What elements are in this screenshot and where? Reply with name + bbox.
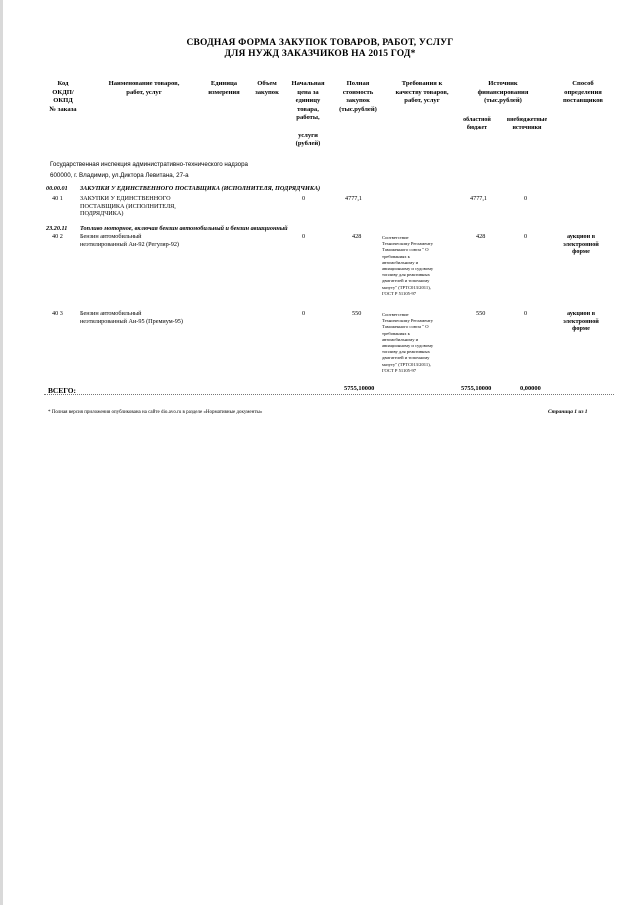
row-40-3-cost: 550 <box>352 310 362 317</box>
col-header-requirements: Требования к качеству товаров, работ, услуг <box>395 80 449 105</box>
col-header-method: Способ определения поставщиков <box>563 80 603 105</box>
row-40-1-price: 0 <box>302 195 306 202</box>
row-40-2-method: аукцион в электронной форме <box>563 233 599 256</box>
row-40-3-requirements: Соответствие Техническому Регламенту Таможенного союза " О требованиях к автомобильному и авиационному и судовому топливу для реактивных двигателей и топочному мазуту" (ТРТС013/2011), ГОСТ Р 51105-97 <box>382 312 434 373</box>
row-40-2-regional: 428 <box>476 233 486 240</box>
row-40-1-name: ЗАКУПКИ У ЕДИНСТВЕННОГО ПОСТАВЩИКА (ИСПОЛНИТЕЛЯ, ПОДРЯДЧИКА) <box>80 195 176 218</box>
row-40-2-extra: 0 <box>524 233 528 240</box>
row-40-1-regional: 4777,1 <box>470 195 488 202</box>
col-header-volume: Объем закупок <box>255 80 279 96</box>
row-40-2-requirements: Соответствие Техническому Регламенту Таможенного союза " О требованиях к автомобильному и авиационному и судовому топливу для реактивных двигателей и топочному мазуту" (ТРТС013/2011), ГОСТ Р 51105-97 <box>382 235 434 296</box>
row-40-1-extra: 0 <box>524 195 528 202</box>
scan-edge <box>0 0 3 905</box>
row-40-3-name: Бензин автомобильный неэтилированный Аи-95 (Премиум-95) <box>80 310 183 325</box>
row-40-2-cost: 428 <box>352 233 362 240</box>
total-extra: 0,00000 <box>520 385 541 392</box>
section1-code: 00.00.01 <box>46 185 68 192</box>
page-title-line2: ДЛЯ НУЖД ЗАКАЗЧИКОВ НА 2015 ГОД* <box>224 49 416 59</box>
footnote: * Полная версия приложения опубликована на сайте dio.avo.ru в разделе «Нормативные документы» <box>48 410 263 415</box>
total-divider <box>44 394 614 395</box>
col-header-source: Источник финансирования (тыс.рублей) <box>477 80 529 105</box>
row-40-2-name: Бензин автомобильный неэтилированный Аи-92 (Регуляр-92) <box>80 233 179 248</box>
col-header-extra-budget: внебюджетные источники <box>506 117 548 131</box>
col-header-name: Наименование товаров, работ, услуг <box>108 80 180 96</box>
row-40-2-num: 40 2 <box>52 233 63 240</box>
page-number: Страница 1 из 1 <box>548 409 588 415</box>
row-40-3-num: 40 3 <box>52 310 63 317</box>
total-cost: 5755,10000 <box>344 385 375 392</box>
row-40-1-num: 40 1 <box>52 195 63 202</box>
section2-code: 23.20.11 <box>46 225 68 232</box>
section1-title: ЗАКУПКИ У ЕДИНСТВЕННОГО ПОСТАВЩИКА (ИСПОЛНИТЕЛЯ, ПОДРЯДЧИКА) <box>80 185 321 192</box>
col-header-unit: Единица измерения <box>208 80 240 96</box>
row-40-3-price: 0 <box>302 310 306 317</box>
row-40-3-method: аукцион в электронной форме <box>563 310 599 333</box>
row-40-3-extra: 0 <box>524 310 528 317</box>
col-header-full-cost: Полная стоимость закупок (тыс.рублей) <box>339 80 377 113</box>
row-40-2-price: 0 <box>302 233 306 240</box>
col-header-start-price: Начальная цена за единицу товара, работы, услуги (рублей) <box>291 80 325 148</box>
row-40-1-cost: 4777,1 <box>345 195 363 202</box>
col-header-regional-budget: областной бюджет <box>463 117 491 131</box>
total-label: ВСЕГО: <box>48 386 76 395</box>
total-regional: 5755,10000 <box>461 385 492 392</box>
col-header-code: Код ОКДП/ ОКПД № заказа <box>49 80 77 113</box>
customer-address: 600000, г. Владимир, ул.Диктора Левитана, 27-а <box>50 172 189 179</box>
customer-name: Государственная инспекция административно-технического надзора <box>50 161 248 168</box>
page-title-line1: СВОДНАЯ ФОРМА ЗАКУПОК ТОВАРОВ, РАБОТ, УСЛУГ <box>186 38 454 48</box>
row-40-3-regional: 550 <box>476 310 486 317</box>
section2-title: Топливо моторное, включая бензин автомобильный и бензин авиационный <box>80 225 288 232</box>
